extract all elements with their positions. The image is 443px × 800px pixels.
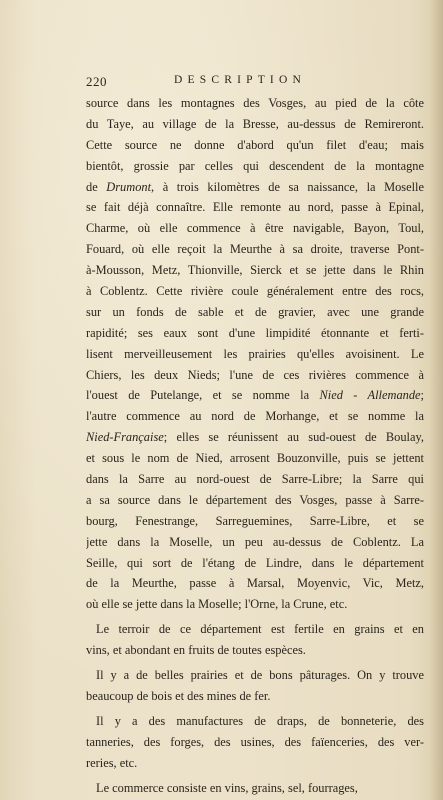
text-segment: Fouard, où elle reçoit la Meurthe à sa droite, traverse Pont- [86, 242, 424, 257]
text-line [86, 385, 424, 406]
text-segment: bourg, Fenestrange, Sarreguemines, Sarre-Libre, et se [86, 513, 424, 528]
text-segment: ; elles se réunissent au sud-ouest de Boulay, [163, 430, 424, 445]
text-segment: beaucoup de bois et des mines de fer. [86, 688, 271, 703]
text-line [86, 260, 424, 281]
text-segment: à-Mousson, Metz, Thionville, Sierck et se jette dans le Rhin [86, 263, 424, 278]
text-segment: du Taye, au village de la Bresse, au-dessus de Remireront. [86, 116, 424, 131]
text-line [86, 594, 424, 615]
text-line [86, 469, 424, 490]
text-segment: Il y a des manufactures de draps, de bonneterie, des [96, 713, 424, 728]
text-segment: Le commerce consiste en vins, grains, sel, fourrages, [96, 780, 358, 795]
text-line [86, 365, 424, 386]
text-segment: rapidité; ses eaux sont d'une limpidité étonnante et ferti- [86, 325, 424, 340]
text-line [86, 553, 424, 574]
text-line [86, 511, 424, 532]
text-segment: jette dans la Moselle, un peu au-dessus de Coblentz. La [86, 534, 424, 549]
text-line [86, 573, 424, 594]
text-segment: lisent merveilleusement les prairies qu'elles avoisinent. Le [86, 346, 424, 361]
text-segment: dans la Sarre au nord-ouest de Sarre-Libre; la Sarre qui [86, 472, 424, 487]
text-line [86, 619, 424, 640]
text-segment: et sous le nom de Nied, arrosent Bouzonville, puis se jettent [86, 451, 424, 466]
text-line [86, 323, 424, 344]
text-line [86, 686, 424, 707]
italic-place-name: Nied-Française [86, 430, 164, 445]
text-line [86, 448, 424, 469]
text-line [86, 281, 424, 302]
italic-place-name: Drumont [106, 179, 152, 194]
text-segment: où elle se jette dans la Moselle; l'Orne, la Crune, etc. [86, 597, 348, 612]
paragraph [86, 778, 424, 799]
text-line [86, 93, 424, 114]
text-segment: sur un fonds de sable et de gravier, avec une grande [86, 304, 424, 319]
text-line [86, 711, 424, 732]
text-line [86, 135, 424, 156]
text-segment: a sa source dans le département des Vosges, passe à Sarre- [86, 492, 424, 507]
text-segment: source dans les montagnes des Vosges, au pied de la côte [86, 96, 424, 110]
text-segment: , à trois kilomètres de sa naissance, la Moselle [151, 179, 424, 194]
text-line [86, 732, 424, 753]
page-number: 220 [86, 74, 107, 89]
text-segment: Seille, qui sort de l'étang de Lindre, dans le département [86, 555, 424, 570]
italic-place-name: Nied - Allemande [319, 388, 421, 403]
text-line [86, 665, 424, 686]
text-line [86, 532, 424, 553]
text-line [86, 490, 424, 511]
text-segment: Cette source ne donne d'abord qu'un filet d'eau; mais [86, 137, 424, 152]
text-segment: se fait déjà connaître. Elle remonte au nord, passe à Epinal, [86, 200, 424, 215]
body-text [86, 93, 424, 798]
text-line [86, 156, 424, 177]
text-segment: l'ouest de Putelange, et se nomme la [86, 388, 320, 403]
paragraph [86, 93, 424, 615]
text-line [86, 114, 424, 135]
text-segment: à Coblentz. Cette rivière coule généralement entre des rocs, [86, 284, 424, 299]
text-line [86, 427, 424, 448]
text-segment: Le terroir de ce département est fertile en grains et en [96, 622, 424, 637]
text-segment: Charme, où elle commence à être navigable, Bayon, Toul, [86, 221, 424, 236]
text-line [86, 239, 424, 260]
text-segment: Il y a de belles prairies et de bons pâturages. On y trouve [96, 668, 424, 683]
paragraph [86, 619, 424, 661]
text-segment: Chiers, les deux Nieds; l'une de ces rivières commence à [86, 367, 424, 382]
text-line [86, 302, 424, 323]
text-segment: ; [420, 388, 424, 403]
text-segment: reries, etc. [86, 755, 138, 770]
running-head: DESCRIPTION [174, 74, 306, 86]
text-line [86, 197, 424, 218]
text-line [86, 406, 424, 427]
text-line [86, 344, 424, 365]
text-line [86, 753, 424, 774]
paragraph [86, 665, 424, 707]
text-line [86, 778, 424, 799]
text-segment: bientôt, grossie par celles qui descendent de la montagne [86, 158, 424, 173]
text-line [86, 218, 424, 239]
text-segment: tanneries, des forges, des usines, des faïenceries, des ver- [86, 734, 424, 749]
page-header [86, 74, 386, 92]
text-segment: l'autre commence au nord de Morhange, et se nomme la [86, 409, 424, 424]
paragraph [86, 711, 424, 774]
text-line [86, 640, 424, 661]
text-segment: de la Meurthe, passe à Marsal, Moyenvic, Vic, Metz, [86, 576, 424, 591]
text-segment: de [86, 179, 107, 194]
page-edge-shadow [429, 0, 443, 800]
text-segment: vins, et abondant en fruits de toutes espèces. [86, 643, 306, 658]
text-line [86, 177, 424, 198]
